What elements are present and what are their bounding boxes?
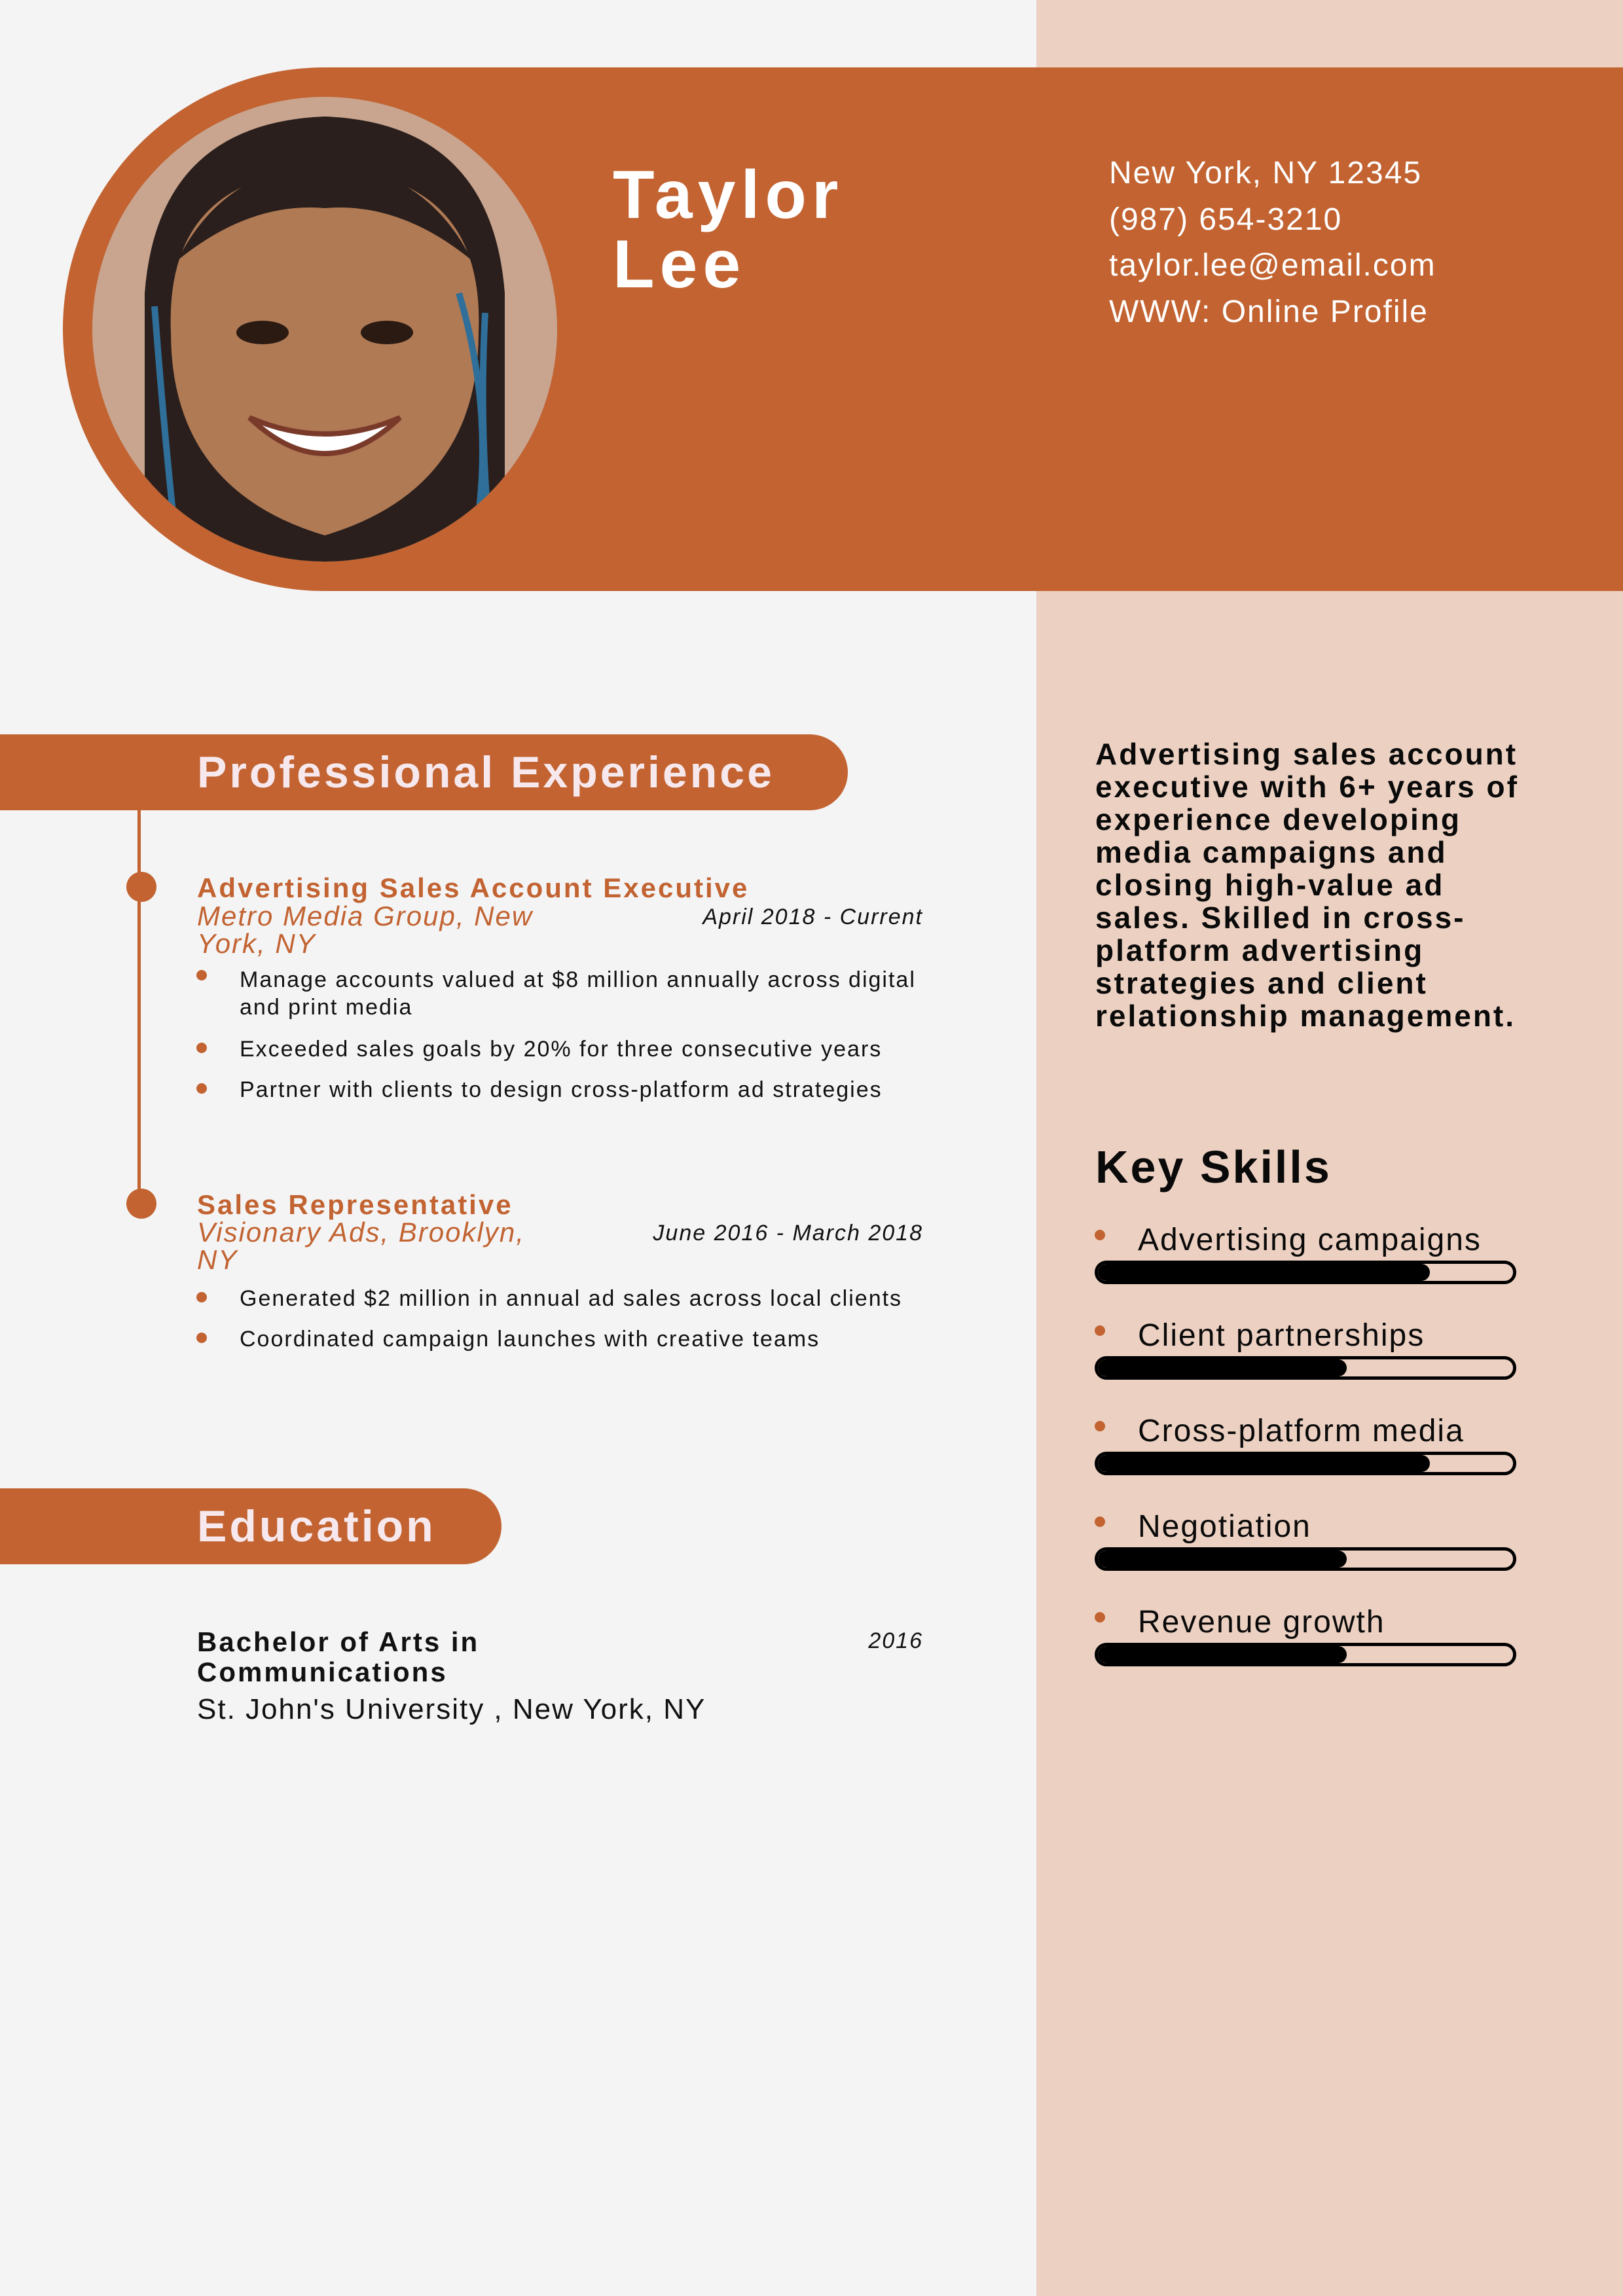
last-name: Lee: [613, 226, 746, 302]
bullet-dot: [196, 1333, 207, 1343]
timeline-line: [137, 809, 141, 1204]
job-company: Visionary Ads, Brooklyn, NY: [197, 1217, 525, 1275]
skill-level-fill: [1098, 1455, 1430, 1472]
job-dates: June 2016 - March 2018: [653, 1221, 923, 1246]
education-section-tab: [0, 1488, 501, 1564]
skills-heading: Key Skills: [1095, 1141, 1332, 1193]
job-title: Sales Representative: [197, 1189, 513, 1220]
skill-dot: [1095, 1421, 1105, 1431]
contact-website[interactable]: WWW: Online Profile: [1109, 295, 1429, 329]
school-name: St. John's University , New York, NY: [197, 1693, 706, 1725]
skill-level-fill: [1098, 1264, 1430, 1281]
profile-photo: [92, 97, 557, 562]
experience-heading: Professional Experience: [197, 747, 775, 797]
skill-dot: [1095, 1230, 1105, 1240]
contact-phone[interactable]: (987) 654-3210: [1109, 202, 1343, 237]
timeline-dot: [126, 1189, 156, 1219]
bullet-dot: [196, 1083, 207, 1094]
experience-section-tab: [0, 734, 848, 810]
first-name: Taylor: [613, 157, 844, 233]
skill-level-bar: [1095, 1547, 1516, 1571]
skill-label: Cross-platform media: [1138, 1414, 1465, 1448]
skill-level-bar: [1095, 1643, 1516, 1666]
job-dates: April 2018 - Current: [702, 905, 923, 929]
skill-level-fill: [1098, 1551, 1347, 1568]
skill-level-bar: [1095, 1261, 1516, 1284]
contact-email[interactable]: taylor.lee@email.com: [1109, 248, 1436, 283]
professional-summary: Advertising sales account executive with 6+ years of experience developing media campaigns and closing high-value ad sales. Skilled in cross-platform advertising strategies and client relationship management.: [1095, 737, 1519, 1033]
timeline-dot: [126, 872, 156, 902]
skill-label: Advertising campaigns: [1138, 1223, 1482, 1257]
skill-label: Revenue growth: [1138, 1605, 1385, 1640]
job-bullet: Generated $2 million in annual ad sales across local clients: [240, 1286, 903, 1311]
skill-dot: [1095, 1325, 1105, 1336]
bullet-dot: [196, 1043, 207, 1053]
contact-address: New York, NY 12345: [1109, 156, 1423, 190]
skill-level-bar: [1095, 1452, 1516, 1475]
skill-label: Client partnerships: [1138, 1318, 1425, 1353]
bullet-dot: [196, 970, 207, 980]
skill-dot: [1095, 1612, 1105, 1623]
job-bullet: Partner with clients to design cross-platform ad strategies: [240, 1077, 883, 1102]
job-bullet: Manage accounts valued at $8 million annually across digital and print media: [240, 967, 916, 1020]
education-year: 2016: [868, 1628, 923, 1653]
degree-title: Bachelor of Arts in Communications: [197, 1626, 480, 1687]
skill-level-fill: [1098, 1646, 1347, 1663]
job-bullet: Exceeded sales goals by 20% for three consecutive years: [240, 1037, 883, 1062]
skill-dot: [1095, 1516, 1105, 1527]
education-heading: Education: [197, 1501, 436, 1551]
bullet-dot: [196, 1292, 207, 1302]
job-company: Metro Media Group, New York, NY: [197, 901, 534, 959]
skill-level-fill: [1098, 1359, 1347, 1376]
job-title: Advertising Sales Account Executive: [197, 872, 750, 903]
skill-label: Negotiation: [1138, 1509, 1311, 1544]
job-bullet: Coordinated campaign launches with creative teams: [240, 1327, 820, 1352]
skill-level-bar: [1095, 1356, 1516, 1380]
